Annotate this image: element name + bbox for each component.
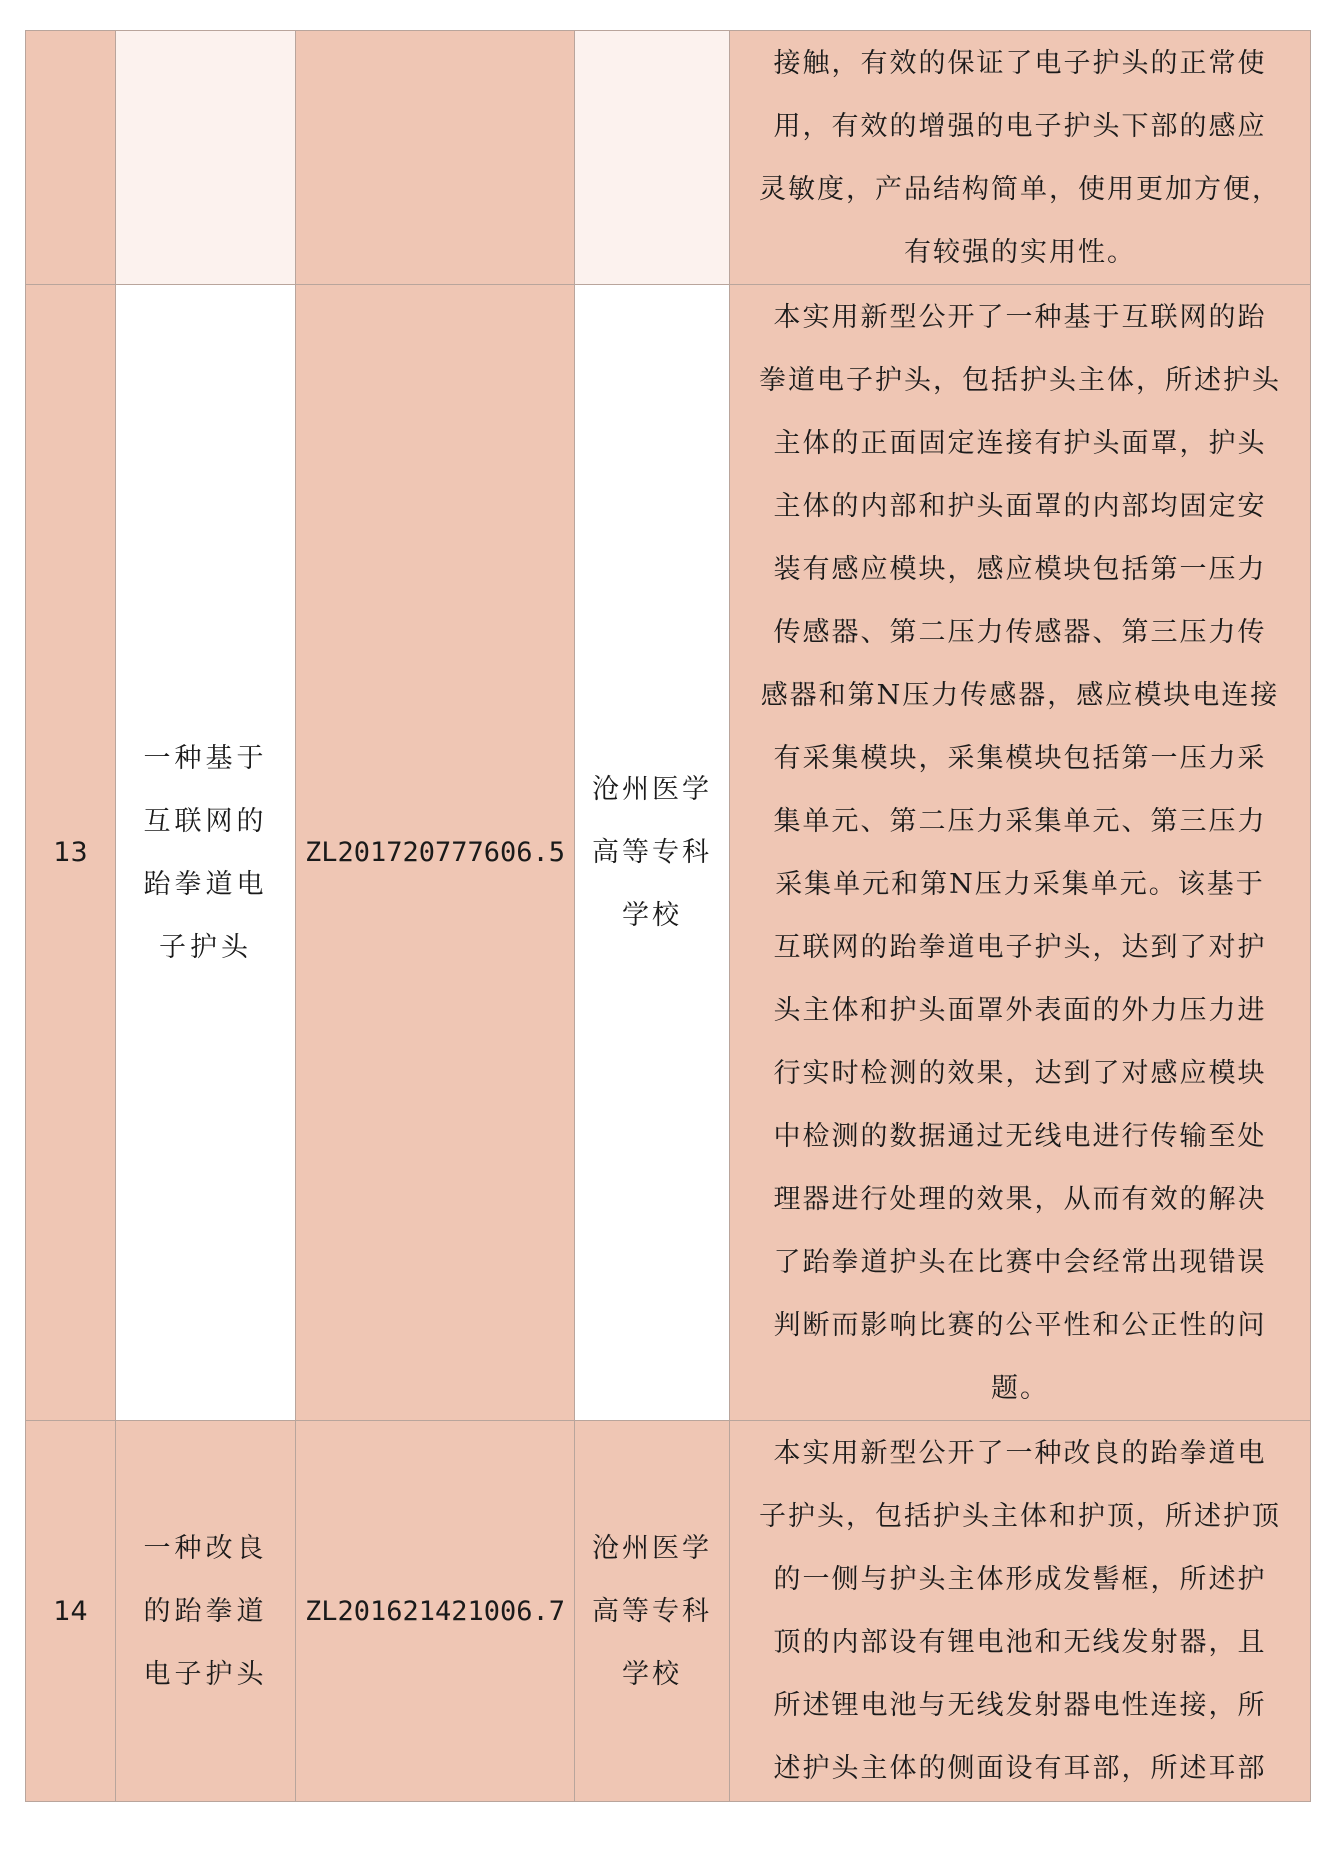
table-row — [26, 285, 1311, 1421]
text-line: 采集单元和第N压力采集单元。该基于 — [775, 868, 1265, 900]
patent-name-cell — [116, 285, 296, 1421]
text-line: 互联网的 — [143, 805, 268, 837]
text-line: 中检测的数据通过无线电进行传输至处 — [773, 1120, 1267, 1152]
text-line: 判断而影响比赛的公平性和公正性的问 — [773, 1309, 1267, 1341]
patent-number-cell — [296, 31, 575, 285]
text-line: 的一侧与护头主体形成发髻框，所述护 — [773, 1564, 1267, 1595]
text-line: 传感器、第二压力传感器、第三压力传 — [773, 616, 1267, 648]
text-line: 主体的内部和护头面罩的内部均固定安 — [773, 490, 1267, 522]
text-line: 互联网的跆拳道电子护头，达到了对护 — [773, 931, 1267, 963]
table-row — [26, 1421, 1311, 1802]
text-line: 用，有效的增强的电子护头下部的感应 — [773, 110, 1267, 142]
text-line: 理器进行处理的效果，从而有效的解决 — [773, 1183, 1267, 1215]
patent-number-cell: ZL201720777606.5 — [296, 285, 575, 1421]
row-number-cell: 14 — [26, 1421, 116, 1802]
text-line: 题。 — [991, 1372, 1049, 1404]
table-row — [26, 31, 1311, 285]
text-line: 有采集模块，采集模块包括第一压力采 — [773, 742, 1267, 774]
text-line: 子护头，包括护头主体和护顶，所述护顶 — [759, 1501, 1281, 1532]
row-number-cell — [26, 31, 116, 285]
patent-owner-cell — [575, 1421, 730, 1802]
text-line: 子护头 — [159, 931, 252, 963]
patent-abstract-cell — [730, 31, 1311, 285]
text-line: 本实用新型公开了一种改良的跆拳道电 — [773, 1438, 1267, 1469]
patent-owner-cell — [575, 285, 730, 1421]
text-line: 学校 — [622, 900, 682, 931]
patent-name-cell — [116, 31, 296, 285]
text-line: 一种基于 — [143, 742, 268, 774]
text-line: 的跆拳道 — [143, 1595, 268, 1627]
patent-name-cell — [116, 1421, 296, 1802]
patent-number-cell: ZL201621421006.7 — [296, 1421, 575, 1802]
text-line: 行实时检测的效果，达到了对感应模块 — [773, 1057, 1267, 1089]
text-line: 所述锂电池与无线发射器电性连接，所 — [773, 1690, 1267, 1721]
text-line: 头主体和护头面罩外表面的外力压力进 — [773, 994, 1267, 1026]
text-line: 灵敏度，产品结构简单，使用更加方便， — [759, 173, 1281, 205]
text-line: 学校 — [622, 1658, 682, 1690]
text-line: 一种改良 — [143, 1532, 268, 1564]
text-line: 了跆拳道护头在比赛中会经常出现错误 — [773, 1246, 1267, 1278]
text-line: 沧州医学 — [592, 1532, 712, 1564]
text-line: 集单元、第二压力采集单元、第三压力 — [773, 805, 1267, 837]
text-line: 述护头主体的侧面设有耳部，所述耳部 — [773, 1753, 1267, 1784]
text-line: 本实用新型公开了一种基于互联网的跆 — [773, 301, 1267, 333]
text-line: 主体的正面固定连接有护头面罩，护头 — [773, 427, 1267, 459]
patent-table — [25, 30, 1311, 1802]
text-line: 感器和第N压力传感器，感应模块电连接 — [760, 679, 1280, 711]
text-line: 沧州医学 — [592, 774, 712, 805]
patent-owner-cell — [575, 31, 730, 285]
text-line: 高等专科 — [592, 1595, 712, 1627]
row-number-cell: 13 — [26, 285, 116, 1421]
text-line: 高等专科 — [592, 837, 712, 868]
patent-abstract-cell — [730, 1421, 1311, 1802]
text-line: 装有感应模块，感应模块包括第一压力 — [773, 553, 1267, 585]
text-line: 跆拳道电 — [143, 868, 268, 900]
text-line: 有较强的实用性。 — [904, 236, 1136, 268]
patent-abstract-cell — [730, 285, 1311, 1421]
text-line: 拳道电子护头，包括护头主体，所述护头 — [759, 364, 1281, 396]
text-line: 电子护头 — [143, 1658, 268, 1690]
text-line: 接触，有效的保证了电子护头的正常使 — [773, 47, 1267, 79]
text-line: 顶的内部设有锂电池和无线发射器，且 — [773, 1627, 1267, 1658]
